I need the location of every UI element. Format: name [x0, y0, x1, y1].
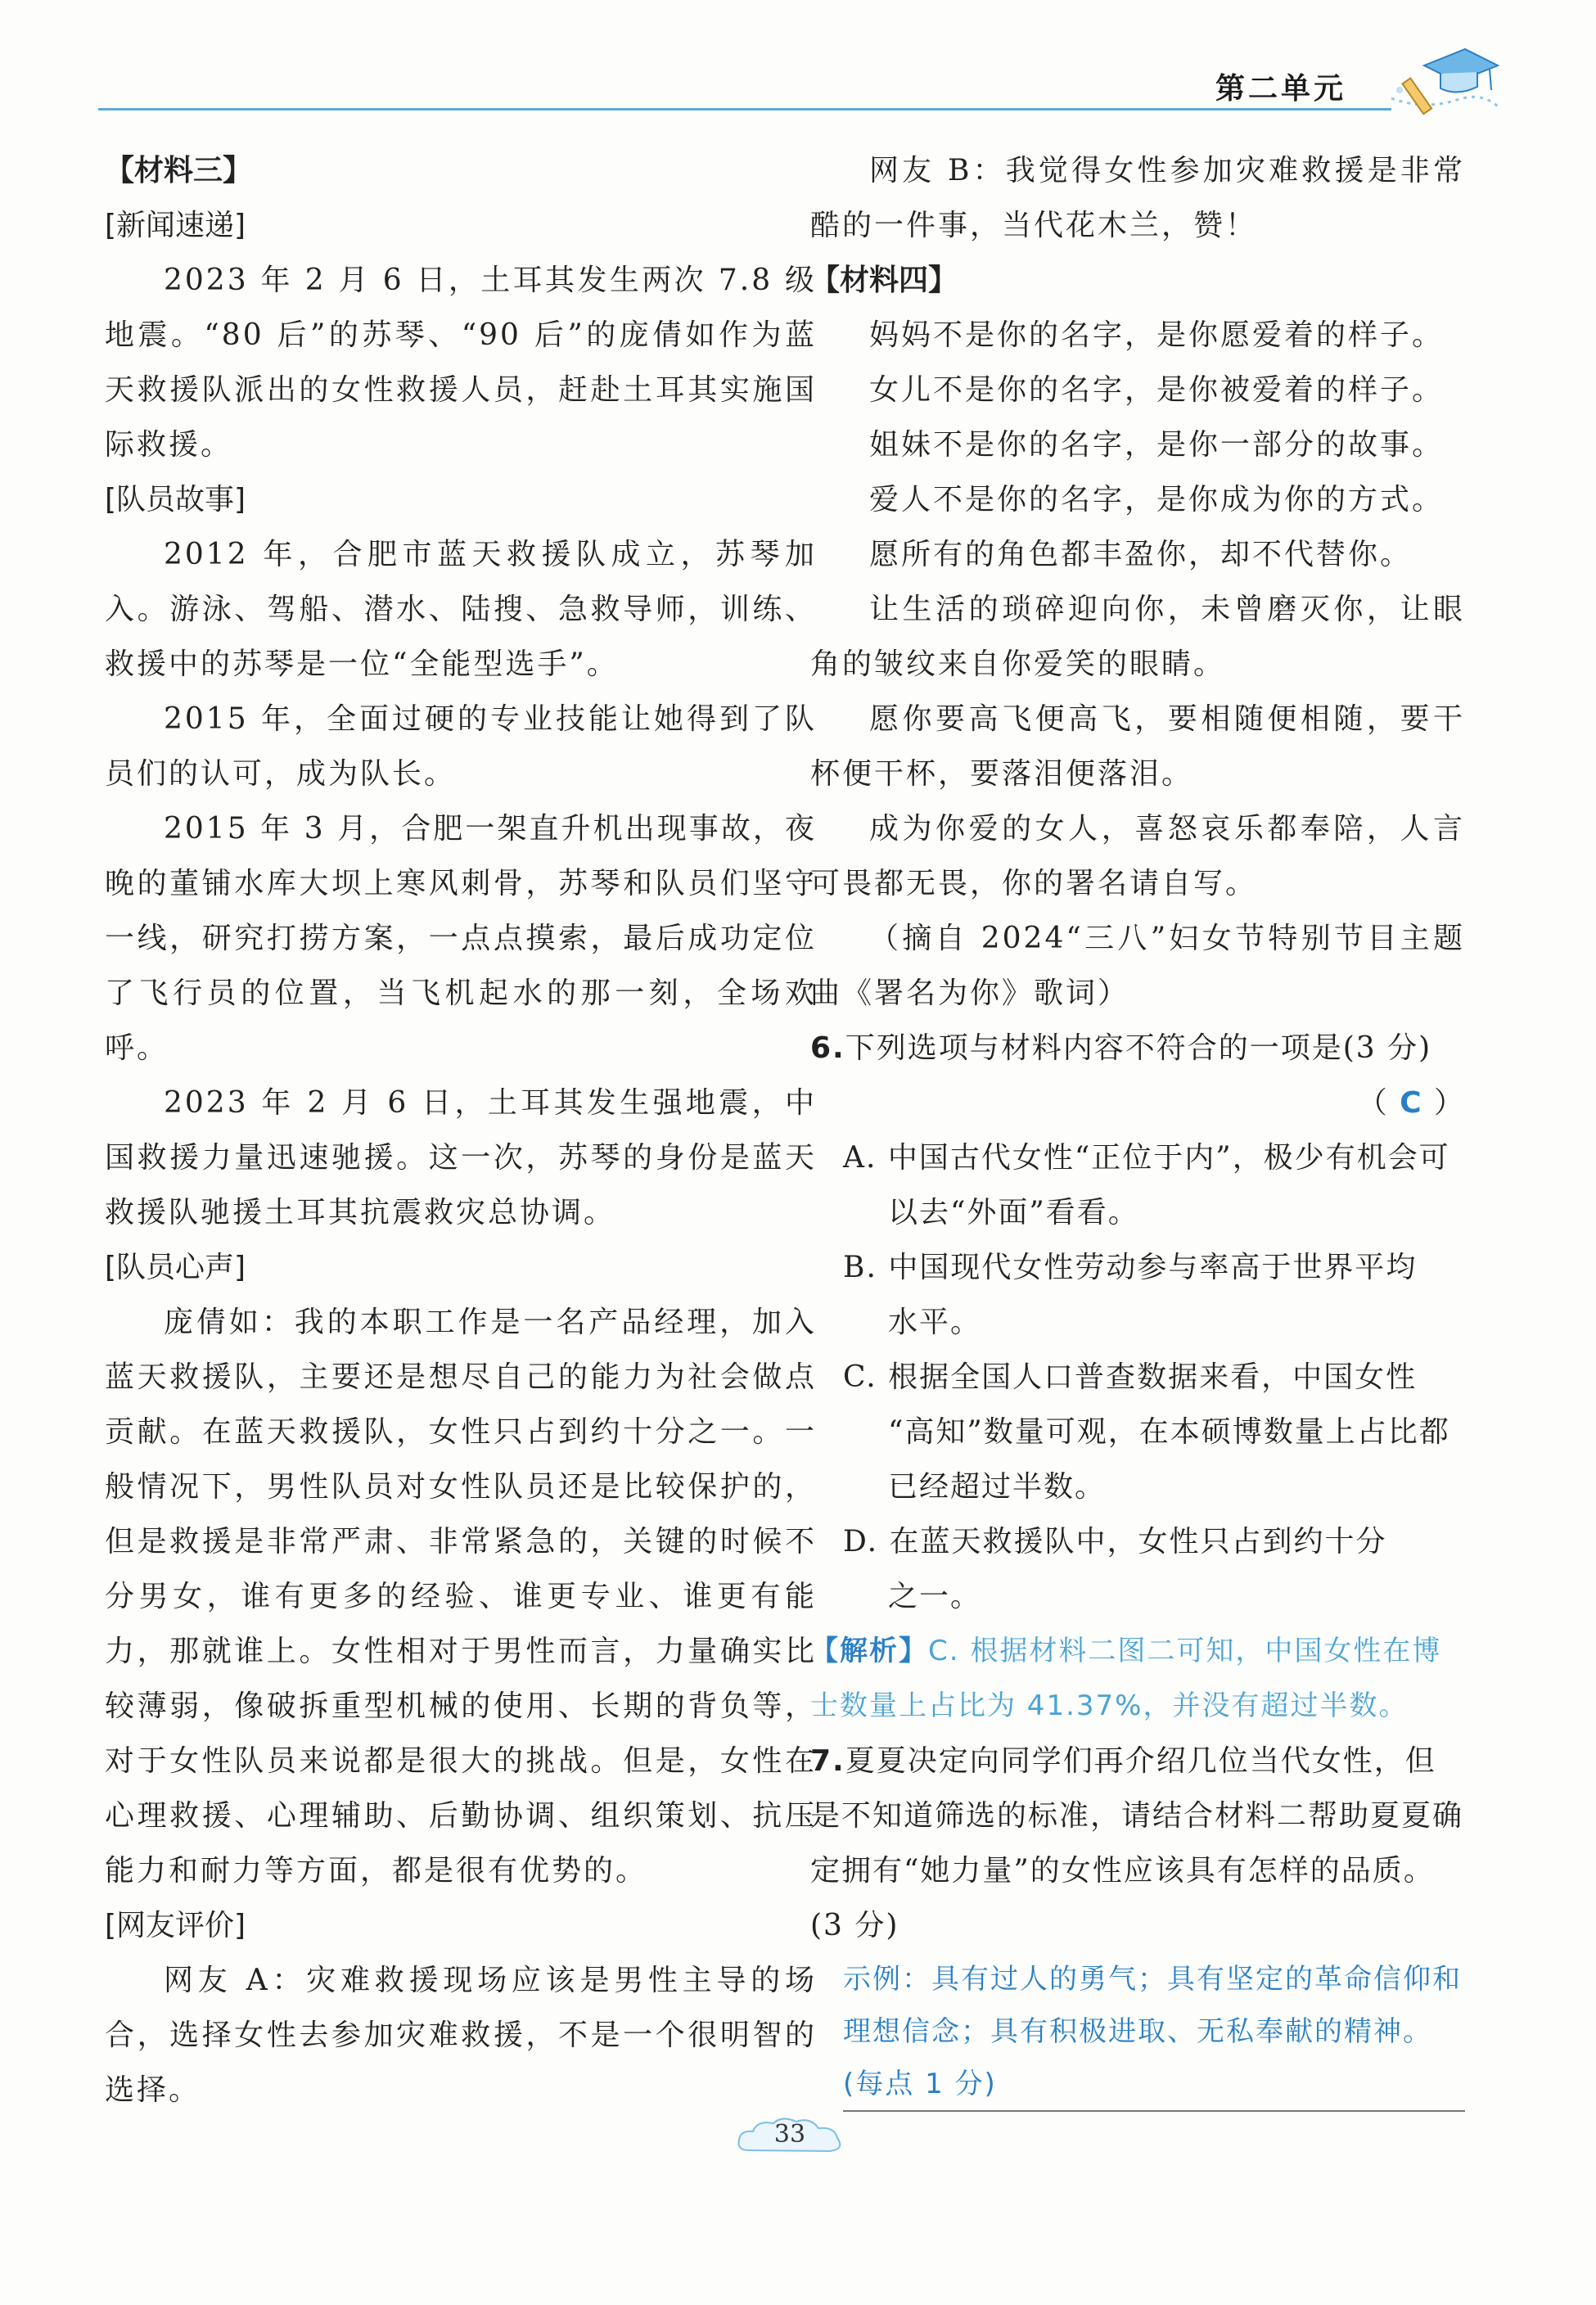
story-paragraph-3: 2015 年 3 月，合肥一架直升机出现事故，夜晚的董铺水库大坝上寒风刺骨，苏琴和队员们坚守一线，研究打捞方案，一点点摸索，最后成功定位了飞行员的位置，当飞机起水的那一刻，全场欢呼。: [105, 812, 817, 1065]
lyrics-source: （摘自 2024“三八”妇女节特别节目主题曲《署名为你》歌词）: [810, 922, 1465, 1010]
story-paragraph-4: 2023 年 2 月 6 日，土耳其发生强地震，中国救援力量迅速驰援。这一次，苏琴的身份是蓝天救援队驰援土耳其抗震救灾总协调。: [105, 1086, 817, 1229]
question-6-analysis: [810, 1624, 1465, 1734]
news-label: [新闻速递]: [105, 209, 246, 242]
right-column: [810, 143, 1465, 2112]
question-7-number: 7.: [810, 1744, 845, 1778]
question-6: [810, 1021, 1465, 1076]
lyric-line: 女儿不是你的名字，是你被爱着的样子。: [869, 373, 1445, 407]
option-c: C. 根据全国人口普查数据来看，中国女性: [843, 1360, 1418, 1394]
story-paragraph-1: 2012 年，合肥市蓝天救援队成立，苏琴加入。游泳、驾船、潜水、陆搜、急救导师，训练、救援中的苏琴是一位“全能型选手”。: [105, 538, 817, 681]
header-rule: [98, 108, 1391, 111]
lyric-line: 愿所有的角色都丰盈你，却不代替你。: [869, 538, 1413, 571]
analysis-tag: 【解析】: [810, 1635, 928, 1667]
answer-paren-close: ）: [1433, 1086, 1465, 1120]
news-paragraph: 2023 年 2 月 6 日，土耳其发生两次 7.8 级地震。“80 后”的苏琴、“90 后”的庞倩如作为蓝天救援队派出的女性救援人员，赶赴土耳其实施国际救援。: [105, 264, 817, 462]
analysis-text: C. 根据材料二图二可知，中国女性在博士数量上占比为 41.37%，并没有超过半数。: [810, 1635, 1442, 1722]
review-b-paragraph: 网友 B：我觉得女性参加灾难救援是非常酷的一件事，当代花木兰，赞！: [810, 154, 1465, 242]
voice-paragraph: 庞倩如：我的本职工作是一名产品经理，加入蓝天救援队，主要还是想尽自己的能力为社会做点贡献。在蓝天救援队，女性只占到约十分之一。一般情况下，男性队员对女性队员还是比较保护的，但是救援是非常严肃、非常紧急的，关键的时候不分男女，谁有更多的经验、谁更专业、谁更有能力，那就谁上。女性相对于男性而言，力量确实比较薄弱，像破拆重型机械的使用、长期的背负等，对于女性队员来说都是很大的挑战。但是，女性在心理救援、心理辅助、后勤协调、组织策划、抗压能力和耐力等方面，都是很有优势的。: [105, 1306, 817, 1888]
material4-label: 【材料四】: [810, 264, 958, 297]
lyric-line: 成为你爱的女人，喜怒哀乐都奉陪，人言可畏都无畏，你的署名请自写。: [810, 812, 1465, 900]
option-a-continued: 以去“外面”看看。: [888, 1196, 1139, 1229]
question-6-answer-slot: [810, 1076, 1465, 1130]
lyric-line: 爱人不是你的名字，是你成为你的方式。: [869, 483, 1445, 516]
question-6-text: 下列选项与材料内容不符合的一项是(3 分): [845, 1031, 1432, 1065]
page-header: [98, 57, 1490, 115]
left-column: [105, 143, 817, 2118]
lyric-line: 姐妹不是你的名字，是你一部分的故事。: [869, 428, 1445, 462]
story-paragraph-2: 2015 年，全面过硬的专业技能让她得到了队员们的认可，成为队长。: [105, 702, 817, 791]
question-6-answer: C: [1400, 1086, 1423, 1120]
question-6-number: 6.: [810, 1031, 845, 1065]
option-b-continued: 水平。: [888, 1306, 982, 1339]
lyric-line: 让生活的琐碎迎向你，未曾磨灭你，让眼角的皱纹来自你爱笑的眼睛。: [810, 593, 1465, 681]
story-label: [队员故事]: [105, 483, 246, 516]
material3-label: 【材料三】: [105, 154, 253, 187]
page-footer: [733, 2113, 847, 2163]
question-7-example-answer: 示例：具有过人的勇气；具有坚定的革命信仰和理想信念；具有积极进取、无私奉献的精神。(每点 1 分): [843, 1953, 1465, 2112]
question-7-text: 夏夏决定向同学们再介绍几位当代女性，但是不知道筛选的标准，请结合材料二帮助夏夏确定拥有“她力量”的女性应该具有怎样的品质。(3 分): [810, 1744, 1464, 1942]
answer-paren-open: （: [1357, 1086, 1389, 1120]
lyric-line: 妈妈不是你的名字，是你愿爱着的样子。: [869, 318, 1445, 352]
option-b: B. 中国现代女性劳动参与率高于世界平均: [843, 1251, 1418, 1284]
option-c-continued: “高知”数量可观，在本硕博数量上占比都已经超过半数。: [888, 1415, 1450, 1504]
voice-label: [队员心声]: [105, 1251, 246, 1284]
option-d: D. 在蓝天救援队中，女性只占到约十分: [843, 1525, 1387, 1558]
review-a-paragraph: 网友 A：灾难救援现场应该是男性主导的场合，选择女性去参加灾难救援，不是一个很明智的选择。: [105, 1964, 817, 2107]
page-number: 33: [773, 2120, 806, 2149]
option-a: A. 中国古代女性“正位于内”，极少有机会可: [843, 1141, 1450, 1175]
unit-title: 第二单元: [1215, 72, 1347, 106]
question-7: [810, 1734, 1465, 1953]
option-d-continued: 之一。: [888, 1580, 982, 1613]
review-label: [网友评价]: [105, 1909, 246, 1942]
lyric-line: 愿你要高飞便高飞，要相随便相随，要干杯便干杯，要落泪便落泪。: [810, 702, 1465, 791]
graduation-cap-pencil-icon: [1375, 33, 1506, 123]
